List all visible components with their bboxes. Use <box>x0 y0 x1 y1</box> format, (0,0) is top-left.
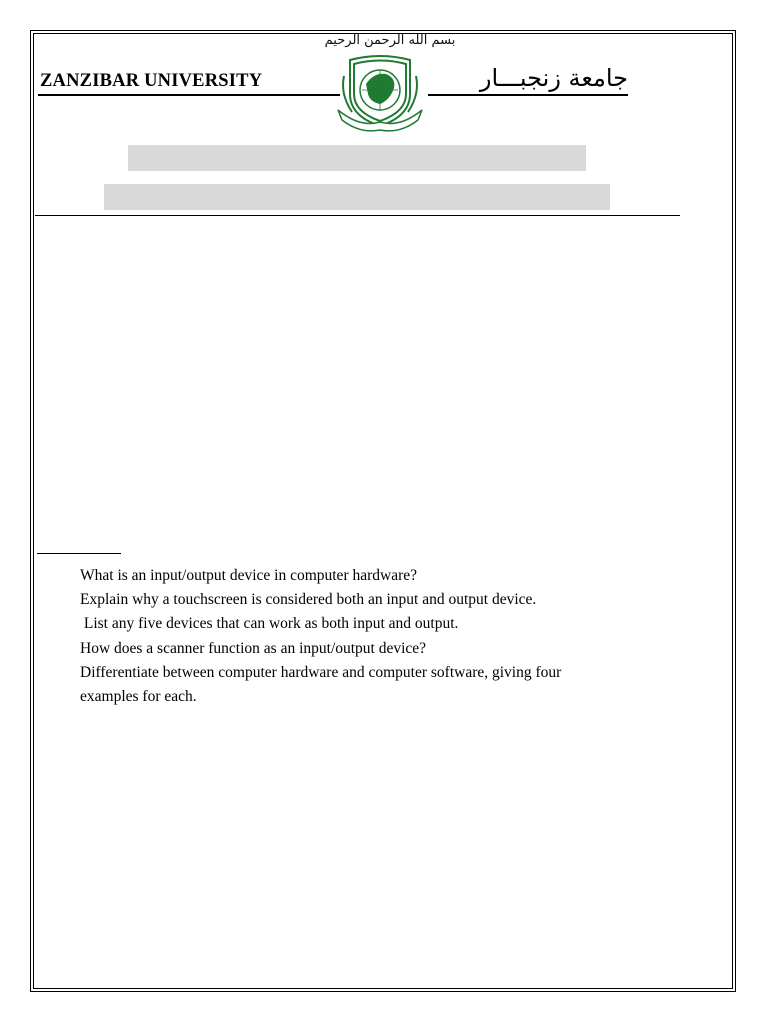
question-line: What is an input/output device in computer hardware? <box>80 567 418 584</box>
section-short-rule <box>37 553 121 554</box>
question-line: examples for each. <box>80 688 197 706</box>
header-divider <box>35 215 680 216</box>
university-crest-logo <box>330 54 430 134</box>
university-name: ZANZIBAR UNIVERSITY <box>40 71 263 91</box>
redacted-line-1 <box>128 145 586 171</box>
university-name-arabic: جامعة زنجبـــار <box>479 64 628 92</box>
header-underline-left <box>38 94 340 96</box>
question-line: Explain why a touchscreen is considered both an input and output device. <box>80 591 537 609</box>
page-border-inner <box>33 33 733 989</box>
question-line: Differentiate between computer hardware and computer software, giving four <box>80 663 562 681</box>
basmala-calligraphy: بسم الله الرحمن الرحيم <box>324 33 456 48</box>
question-line: How does a scanner function as an input/output device? <box>80 639 427 657</box>
header-underline-right <box>428 94 628 96</box>
redacted-line-2 <box>104 184 610 210</box>
question-list <box>80 564 680 709</box>
question-line: List any five devices that can work as both input and output. <box>80 615 459 633</box>
